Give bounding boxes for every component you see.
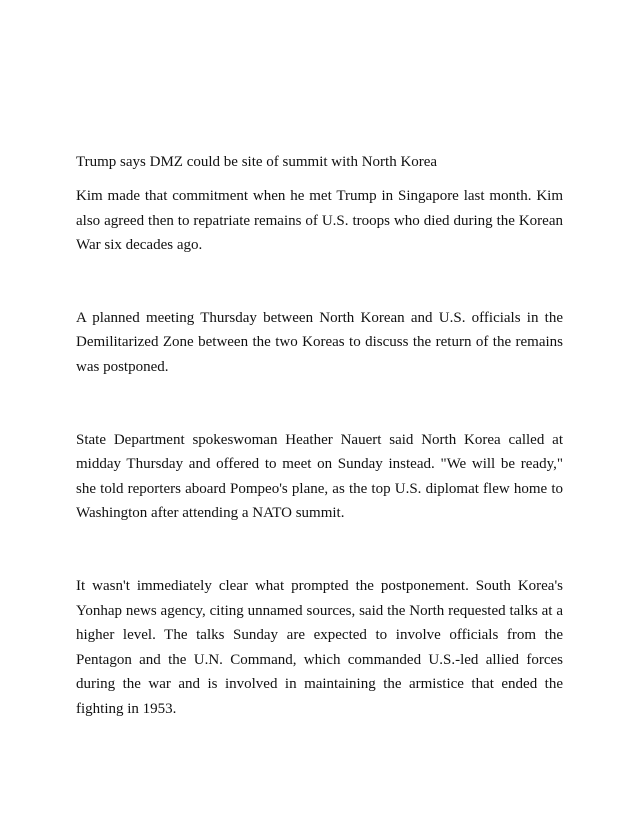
- article-headline: Trump says DMZ could be site of summit with North Korea: [76, 154, 438, 170]
- paragraph-state-department: State Department spokeswoman Heather Nauert said North Korea called at midday Thursday and offered to meet on Sunday instead. "We will be ready," she told reporters aboard Pompeo's plane, as the top U.S. diplomat flew home to Washington after attending a NATO summit.: [76, 431, 563, 522]
- paragraph-meeting-postponed: A planned meeting Thursday between North Korean and U.S. officials in the Demilitarized Zone between the two Koreas to discuss the return of the remains was postponed.: [76, 309, 563, 375]
- paragraph-postponement-reason: It wasn't immediately clear what prompted the postponement. South Korea's Yonhap news agency, citing unnamed sources, said the North requested talks at a higher level. The talks Sunday are expected to involve officials from the Pentagon and the U.N. Command, which commanded U.S.-led allied forces during the war and is involved in maintaining the armistice that ended the fighting in 1953.: [76, 577, 563, 717]
- paragraph-kim-commitment: Kim made that commitment when he met Trump in Singapore last month. Kim also agreed then to repatriate remains of U.S. troops who died during the Korean War six decades ago.: [76, 188, 563, 254]
- article-body: [76, 150, 563, 722]
